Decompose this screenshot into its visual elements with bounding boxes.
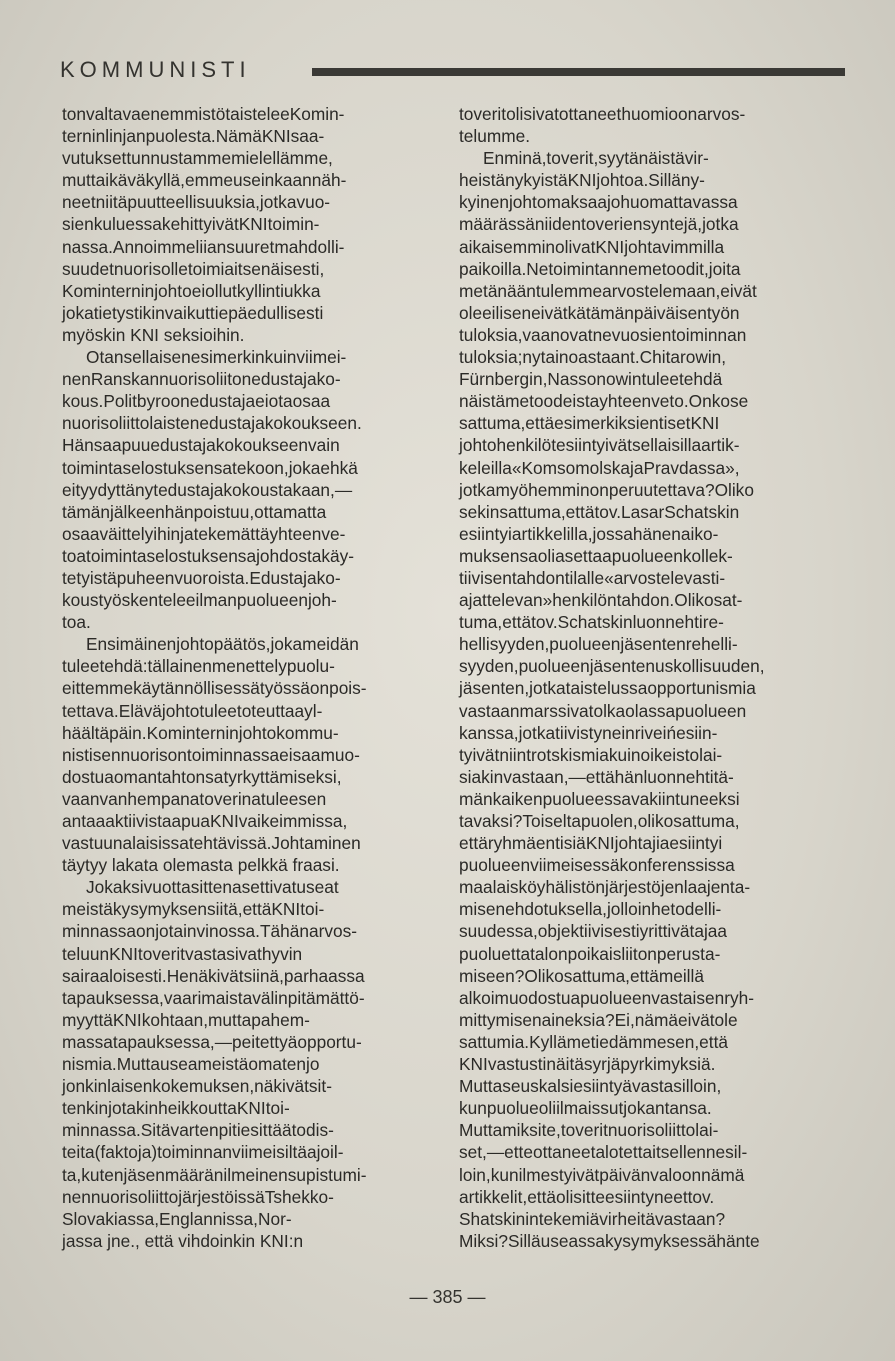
text-line: jonkinlaisenkokemuksen,näkivätsit- <box>62 1076 332 1097</box>
page-number: — 385 — <box>409 1287 486 1307</box>
text-line: osaaväittelyihinjatekemättäyhteenve- <box>62 523 346 544</box>
right-text-column <box>459 103 839 1252</box>
text-line: nennuorisoliittojärjestöissäTshekko- <box>62 1186 334 1207</box>
text-line: tuloksia,vaanovatnevuosientoiminnan <box>459 324 747 345</box>
text-line: terninlinjanpuolesta.NämäKNIsaa- <box>62 126 325 147</box>
text-line: jassa jne., että vihdoinkin KNI:n <box>62 1230 304 1251</box>
text-line: kanssa,jotkatiivistyneinriveińesiin- <box>459 722 718 743</box>
text-line: myyttäKNIkohtaan,muttapahem- <box>62 1009 310 1030</box>
text-line: teita(faktoja)toiminnanviimeisiltäajoil- <box>62 1142 344 1163</box>
text-line: tettava.Eläväjohtotuleetoteuttaayl- <box>62 700 323 721</box>
text-line: tuma,ettätov.Schatskinluonnehtire- <box>459 612 724 633</box>
text-line: paikoilla.Netoimintannemetoodit,joita <box>459 258 741 279</box>
text-line: meistäkysymyksensiitä,ettäKNItoi- <box>62 899 325 920</box>
text-line: artikkelit,ettäolisitteesiintyneettov. <box>459 1186 715 1207</box>
left-text-column <box>62 103 438 1252</box>
text-line: tämänjälkeenhänpoistuu,ottamatta <box>62 501 327 522</box>
text-line: toa. <box>62 612 91 633</box>
text-line: tuloksia;nytainoastaant.Chitarowin, <box>459 347 727 368</box>
text-line: määrässäniidentoveriensyntejä,jotka <box>459 214 739 235</box>
text-line: nistisennuorisontoiminnassaeisaamuo- <box>62 744 360 765</box>
header-rule <box>312 68 845 76</box>
text-line: tapauksessa,vaarimaistavälinpitämättö- <box>62 987 365 1008</box>
text-line: muttaikäväkyllä,emmeuseinkaannäh- <box>62 170 347 191</box>
text-line: oleeiliseneivätkätämänpäiväisentyön <box>459 302 740 323</box>
text-line: tiivisentahdontilalle«arvostelevasti- <box>459 567 726 588</box>
text-line: esiintyiartikkelilla,jossahänenaiko- <box>459 523 719 544</box>
text-line: ta,kutenjäsenmääränilmeinensupistumi- <box>62 1164 367 1185</box>
text-line: tavaksi?Toiseltapuolen,olikosattuma, <box>459 811 740 831</box>
text-line: sattumia.Kyllämetiedämmesen,että <box>459 1031 728 1052</box>
journal-title: KOMMUNISTI <box>60 57 251 82</box>
text-line: nenRanskannuorisoliitonedustajako- <box>62 369 341 390</box>
text-line: häältäpäin.Kominterninjohtokommu- <box>62 722 339 743</box>
text-line: toimintaselostuksensatekoon,jokaehkä <box>62 457 358 478</box>
text-line: sienkuluessakehittyivätKNItoimin- <box>62 214 320 235</box>
text-line: kunpuolueoliilmaissutjokantansa. <box>459 1098 712 1119</box>
text-line: suudetnuorisolletoimiaitsenäisesti, <box>62 258 325 279</box>
text-line: Ensimäinenjohtopäätös,jokameidän <box>86 634 359 655</box>
text-line: teluunKNItoveritvastasivathyvin <box>62 943 303 964</box>
text-line: metänääntulemmearvostelemaan,eivät <box>459 280 757 301</box>
text-line: hellisyyden,puolueenjäsentenrehelli- <box>459 634 738 655</box>
text-line: eityydyttänytedustajakokoustakaan,— <box>62 479 353 500</box>
text-line: Jokaksivuottasittenasettivatuseat <box>86 877 339 898</box>
text-line: loin,kunilmestyivätpäivänvaloonnämä <box>459 1164 745 1185</box>
text-line: nismia.Muttauseameistäomatenjo <box>62 1054 320 1075</box>
text-line: dostuaomantahtonsatyrkyttämiseksi, <box>62 766 342 787</box>
text-line: mittymisenaineksia?Ei,nämäeivätole <box>459 1009 738 1030</box>
text-line: telumme. <box>459 126 531 147</box>
text-line: Slovakiassa,Englannissa,Nor- <box>62 1208 292 1229</box>
text-line: Muttamiksite,toveritnuorisoliittolai- <box>459 1120 719 1141</box>
text-line: kyinenjohtomaksaajohuomattavassa <box>459 192 738 213</box>
text-line: mänkaikenpuolueessavakiintuneeksi <box>459 788 740 809</box>
text-line: Hänsaapuuedustajakokoukseenvain <box>62 435 340 456</box>
text-line: sattuma,ettäesimerkiksientisetKNI <box>459 413 720 434</box>
text-line: jotkamyöhemminonperuutettava?Oliko <box>459 479 754 500</box>
text-line: nassa.Annoimmeliiansuuretmahdolli- <box>62 236 345 257</box>
page-header <box>60 56 845 84</box>
text-line: kous.Politbyroonedustajaeiotaosaa <box>62 391 331 412</box>
text-line: ajattelevan»henkilöntahdon.Olikosat- <box>459 590 743 611</box>
text-line: KNIvastustinäitäsyrjäpyrkimyksiä. <box>459 1054 716 1075</box>
text-line: täytyy lakata olemasta pelkkä fraasi. <box>62 855 340 876</box>
text-line: vutuksettunnustammemielellämme, <box>62 148 333 169</box>
text-line: ettäryhmäentisiäKNIjohtajiaesiintyi <box>459 833 723 854</box>
text-line: sekinsattuma,ettätov.LasarSchatskin <box>459 501 740 522</box>
text-line: antaaaktiivistaapuaKNIvaikeimmissa, <box>62 811 348 831</box>
text-line: massatapauksessa,—peitettyäopportu- <box>62 1031 362 1052</box>
text-line: koustyöskenteleeilmanpuolueenjoh- <box>62 590 337 611</box>
text-line: vastaanmarssivatolkaolassapuolueen <box>459 700 747 721</box>
text-line: myöskin KNI seksioihin. <box>62 324 245 345</box>
text-line: Fürnbergin,Nassonowintuleetehdä <box>459 369 723 390</box>
text-line: johtohenkilötesiintyivätsellaisillaartik- <box>459 435 740 456</box>
text-line: vaanvanhempanatoverinatuleesen <box>62 788 327 809</box>
text-line: tetyistäpuheenvuoroista.Edustajako- <box>62 567 341 588</box>
text-line: Muttaseuskalsiesiintyävastasilloin, <box>459 1076 722 1097</box>
text-line: Otansellaisenesimerkinkuinviimei- <box>86 347 347 368</box>
text-line: miseen?Olikosattuma,ettämeillä <box>459 965 704 986</box>
text-line: tyivätniintrotskismiakuinoikeistolai- <box>459 744 723 765</box>
text-line: sairaaloisesti.Henäkivätsiinä,parhaassa <box>62 965 365 986</box>
text-line: vastuunalaisissatehtävissä.Johtaminen <box>62 833 361 854</box>
text-line: tonvaltavaenemmistötaisteleeKomin- <box>62 104 345 124</box>
text-line: Enminä,toverit,syytänäistävir- <box>483 148 709 169</box>
text-line: jokatietystikinvaikuttiepäedullisesti <box>62 302 324 323</box>
text-line: set,—etteottaneetalotettaitsellennesil- <box>459 1142 748 1163</box>
text-line: misenehdotuksella,jolloinhetodelli- <box>459 899 722 920</box>
text-line: keleilla«KomsomolskajaPravdassa», <box>459 457 740 478</box>
text-line: toatoimintaselostuksensajohdostakäy- <box>62 545 355 566</box>
text-line: Shatskinintekemiävirheitävastaan? <box>459 1208 726 1229</box>
text-line: eittemmekäytännöllisessätyössäonpois- <box>62 678 367 699</box>
text-line: jäsenten,jotkataistelussaopportunismia <box>459 678 756 699</box>
text-line: neetniitäpuutteellisuuksia,jotkavuo- <box>62 192 331 213</box>
text-line: puoluettatalonpoikaisliitonperusta- <box>459 943 721 964</box>
text-line: siakinvastaan,—ettähänluonnehtitä- <box>459 766 734 787</box>
text-line: Kominterninjohtoeiollutkyllintiukka <box>62 280 321 301</box>
text-line: alkoimuodostuapuolueenvastaisenryh- <box>459 987 754 1008</box>
text-line: maalaisköyhälistönjärjestöjenlaajenta- <box>459 877 751 898</box>
text-line: toveritolisivatottaneethuomioonarvos- <box>459 104 746 124</box>
text-line: näistämetoodeistayhteenveto.Onkose <box>459 391 749 412</box>
text-line: Miksi?Silläuseassakysymyksessähänte <box>459 1230 760 1251</box>
text-line: tuleetehdä:tällainenmenettelypuolu- <box>62 656 335 677</box>
text-line: minnassa.Sitävartenpitiesittäätodis- <box>62 1120 334 1141</box>
text-line: syyden,puolueenjäsentenuskollisuuden, <box>459 656 765 677</box>
text-line: suudessa,objektiivisestiyrittivätajaa <box>459 921 728 942</box>
text-line: nuorisoliittolaistenedustajakokoukseen. <box>62 413 362 434</box>
text-line: aikaisemminolivatKNIjohtavimmilla <box>459 236 725 257</box>
text-line: muksensaoliasettaapuolueenkollek- <box>459 545 733 566</box>
text-line: puolueenviimeisessäkonferenssissa <box>459 855 735 876</box>
text-line: minnassaonjotainvinossa.Tähänarvos- <box>62 921 357 942</box>
text-line: tenkinjotakinheikkouttaKNItoi- <box>62 1098 290 1119</box>
text-line: heistänykyistäKNIjohtoa.Silläny- <box>459 170 705 191</box>
